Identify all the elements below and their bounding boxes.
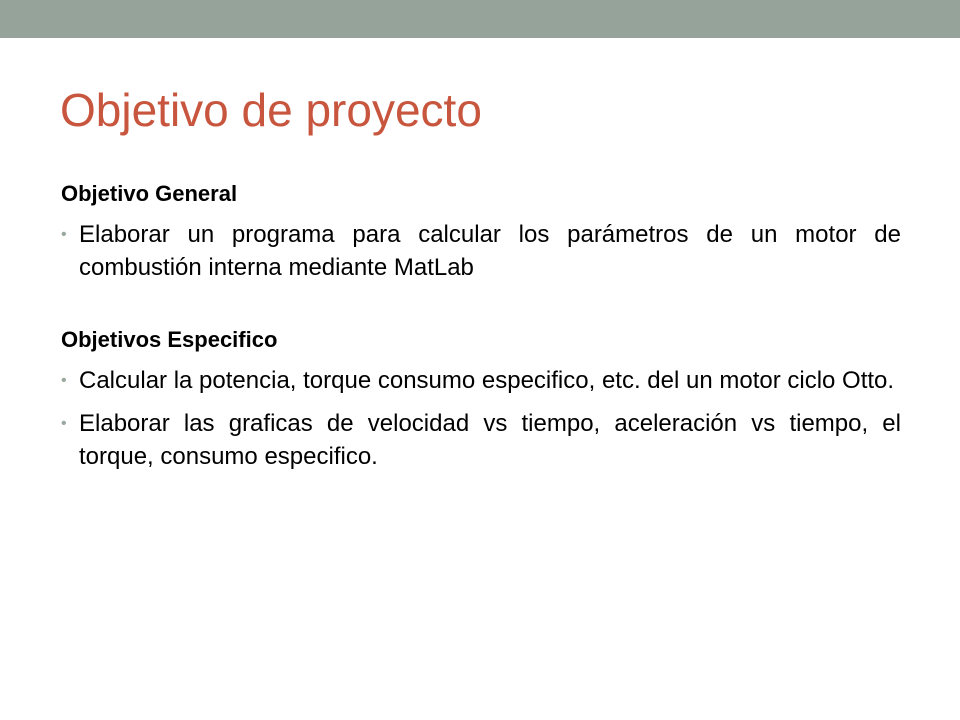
bullet-text: Elaborar las graficas de velocidad vs tiempo, aceleración vs tiempo, el torque, consumo especifico.	[79, 410, 901, 470]
specific-objectives-list	[61, 364, 901, 473]
bullet-text: Calcular la potencia, torque consumo especifico, etc. del un motor ciclo Otto.	[79, 367, 895, 394]
general-objectives-list	[61, 218, 901, 284]
bullet-icon: •	[61, 226, 67, 243]
section-heading-specific: Objetivos Especifico	[61, 327, 278, 352]
section-heading-general: Objetivo General	[61, 181, 238, 206]
top-accent-bar	[0, 0, 960, 38]
bullet-icon: •	[61, 415, 67, 432]
bullet-icon: •	[61, 372, 67, 389]
bullet-item	[61, 218, 901, 284]
bullet-item	[61, 407, 901, 473]
slide-title: Objetivo de proyecto	[60, 84, 482, 136]
slide-body	[61, 176, 901, 483]
bullet-text: Elaborar un programa para calcular los parámetros de un motor de combustión interna mediante MatLab	[79, 221, 901, 281]
bullet-item	[61, 364, 901, 397]
